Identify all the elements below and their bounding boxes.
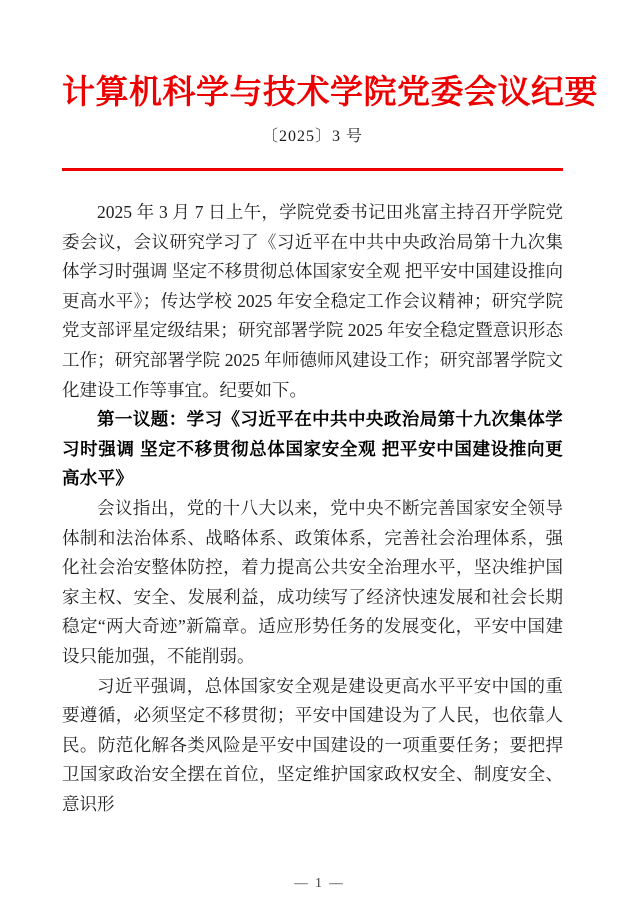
- document-body: [62, 198, 563, 819]
- paragraph-meeting-points: 会议指出，党的十八大以来，党中央不断完善国家安全领导体制和法治体系、战略体系、政策体系，完善社会治理体系，强化社会治安整体防控，着力提高公共安全治理水平，坚决维护国家主权、安全、发展利益，成功续写了经济快速发展和社会长期稳定“两大奇迹”新篇章。适应形势任务的发展变化，平安中国建设只能加强，不能削弱。: [62, 497, 563, 666]
- page-number: — 1 —: [294, 875, 345, 890]
- paragraph-intro: 2025 年 3 月 7 日上午，学院党委书记田兆富主持召开学院党委会议，会议研究学习了《习近平在中共中央政治局第十九次集体学习时强调 坚定不移贯彻总体国家安全观 把平安中国建设推向更高水平》；传达学校 2025 年安全稳定工作会议精神；研究学院党支部评星定级结果；研究部署学院 2025 年安全稳定暨意识形态工作；研究部署学院 2025 年师德师风建设工作；研究部署学院文化建设工作等事宜。纪要如下。: [62, 202, 563, 400]
- paragraph-topic-heading: 第一议题：学习《习近平在中共中央政治局第十九次集体学习时强调 坚定不移贯彻总体国家安全观 把平安中国建设推向更高水平》: [62, 409, 563, 489]
- red-divider-line: [62, 168, 563, 171]
- document-number: 〔2025〕3 号: [261, 128, 363, 145]
- document-title: 计算机科学与技术学院党委会议纪要: [62, 75, 598, 111]
- paragraph-emphasis: 习近平强调，总体国家安全观是建设更高水平平安中国的重要遵循，必须坚定不移贯彻；平安中国建设为了人民，也依靠人民。防范化解各类风险是平安中国建设的一项重要任务；要把捍卫国家政治安全摆在首位，坚定维护国家政权安全、制度安全、意识形: [62, 675, 563, 814]
